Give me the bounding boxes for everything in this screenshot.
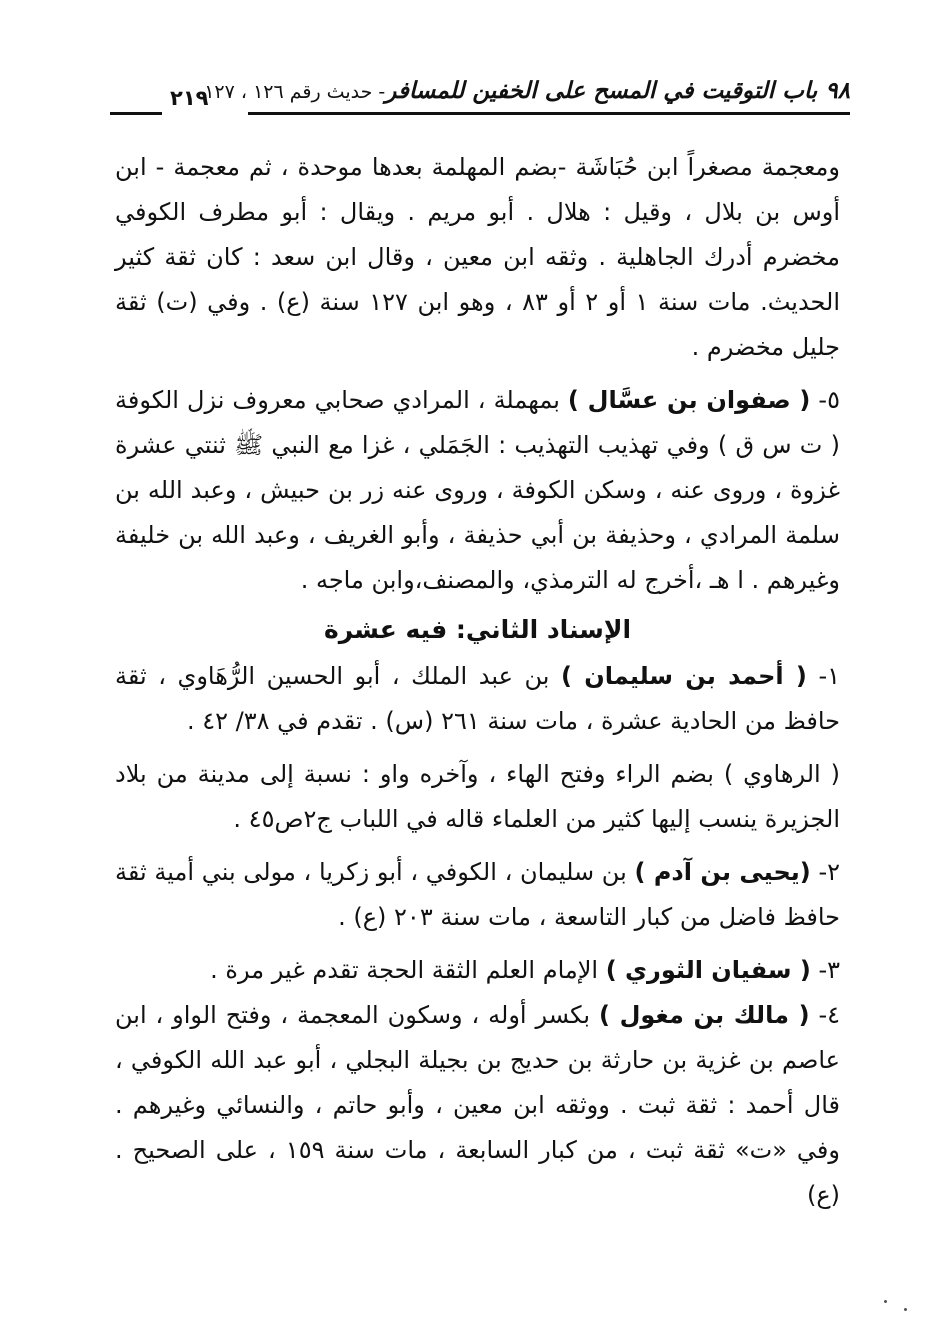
narrator-name: ( صفوان بن عسَّال ) (567, 386, 811, 414)
paragraph-text: ( الرهاوي ) بضم الراء وفتح الهاء ، وآخره واو : نسبة إلى مدينة من بلاد الجزيرة ينسب إليها كثير من العلماء قاله في اللباب ج٢ص٤٥ . (115, 760, 840, 833)
narrator-name: ( أحمد بن سليمان ) (560, 662, 807, 690)
narrator-entry-4 (115, 993, 840, 1218)
scan-speck (884, 1300, 887, 1303)
entry-number: ١- (806, 662, 841, 690)
page-header (110, 78, 850, 118)
paragraph-text: ومعجمة مصغراً ابن حُبَاشَة -بضم المهلمة بعدها موحدة ، ثم معجمة - ابن أوس بن بلال ، وقيل : هلال . أبو مريم . ويقال : أبو مطرف الكوفي مخضرم أدرك الجاهلية . وثقه ابن معين ، وقال ابن سعد : كان ثقة كثير الحديث. مات سنة ١ أو ٢ أو ٨٣ ، وهو ابن ١٢٧ سنة (ع) . وفي (ت) ثقة جليل مخضرم . (115, 153, 841, 361)
page-number: ٢١٩ (170, 86, 209, 110)
entry-text: الإمام العلم الثقة الحجة تقدم غير مرة . (210, 956, 606, 984)
narrator-name: (يحيى بن آدم ) (634, 858, 811, 886)
narrator-entry-1 (115, 654, 840, 744)
entry-text: بن سليمان ، الكوفي ، أبو زكريا ، مولى بني أمية ثقة حافظ فاضل من كبار التاسعة ، مات سنة ٢٠٣ (ع) . (115, 858, 840, 931)
entry-text: بن عبد الملك ، أبو الحسين الرُّهَاوي ، ثقة حافظ من الحادية عشرة ، مات سنة ٢٦١ (س) . تقدم في ٣٨/ ٤٢ . (115, 662, 840, 735)
paragraph-continuation (115, 145, 840, 370)
explanatory-note (115, 752, 840, 842)
narrator-entry-2 (115, 850, 840, 940)
running-title-text: ٩٨ باب التوقيت في المسح على الخفين للمسافر (385, 78, 850, 104)
entry-number: ٥- (810, 386, 840, 414)
entry-text: بمهملة ، المرادي صحابي معروف نزل الكوفة ( ت س ق ) وفي تهذيب التهذيب : الجَمَلي ، غزا مع النبي ﷺ ثنتي عشرة غزوة ، وروى عنه ، وسكن الكوفة ، وروى عنه زر بن حبيش ، وعبد الله بن سلمة المرادي ، وحذيفة بن أبي حذيفة ، وأبو الغريف ، وعبد الله بن خليفة وغيرهم . ا هـ ،أخرج له الترمذي، والمصنف،وابن ماجه . (115, 386, 840, 594)
entry-number: ٢- (810, 858, 841, 886)
scan-speck (904, 1308, 907, 1311)
running-subtitle: - حديث رقم ١٢٦ ، ١٢٧ (204, 81, 386, 103)
entry-number: ٤- (809, 1001, 840, 1029)
narrator-entry-3 (115, 948, 840, 993)
section-heading: الإسناد الثاني: فيه عشرة (323, 615, 632, 644)
body-text (115, 145, 840, 1218)
running-title (204, 78, 850, 104)
narrator-name: ( مالك بن مغول ) (598, 1001, 810, 1029)
narrator-name: ( سفيان الثوري ) (605, 956, 811, 984)
narrator-entry-5 (115, 378, 840, 603)
entry-number: ٣- (810, 956, 840, 984)
entry-text: بكسر أوله ، وسكون المعجمة ، وفتح الواو ، ابن عاصم بن غزية بن حارثة بن حديج بن بجيلة البجلي ، أبو عبد الله الكوفي ، قال أحمد : ثقة ثبت . ووثقه ابن معين ، وأبو حاتم ، والنسائي وغيرهم . وفي «ت» ثقة ثبت ، من كبار السابعة ، مات سنة ١٥٩ ، على الصحيح . (ع) (115, 1001, 840, 1209)
